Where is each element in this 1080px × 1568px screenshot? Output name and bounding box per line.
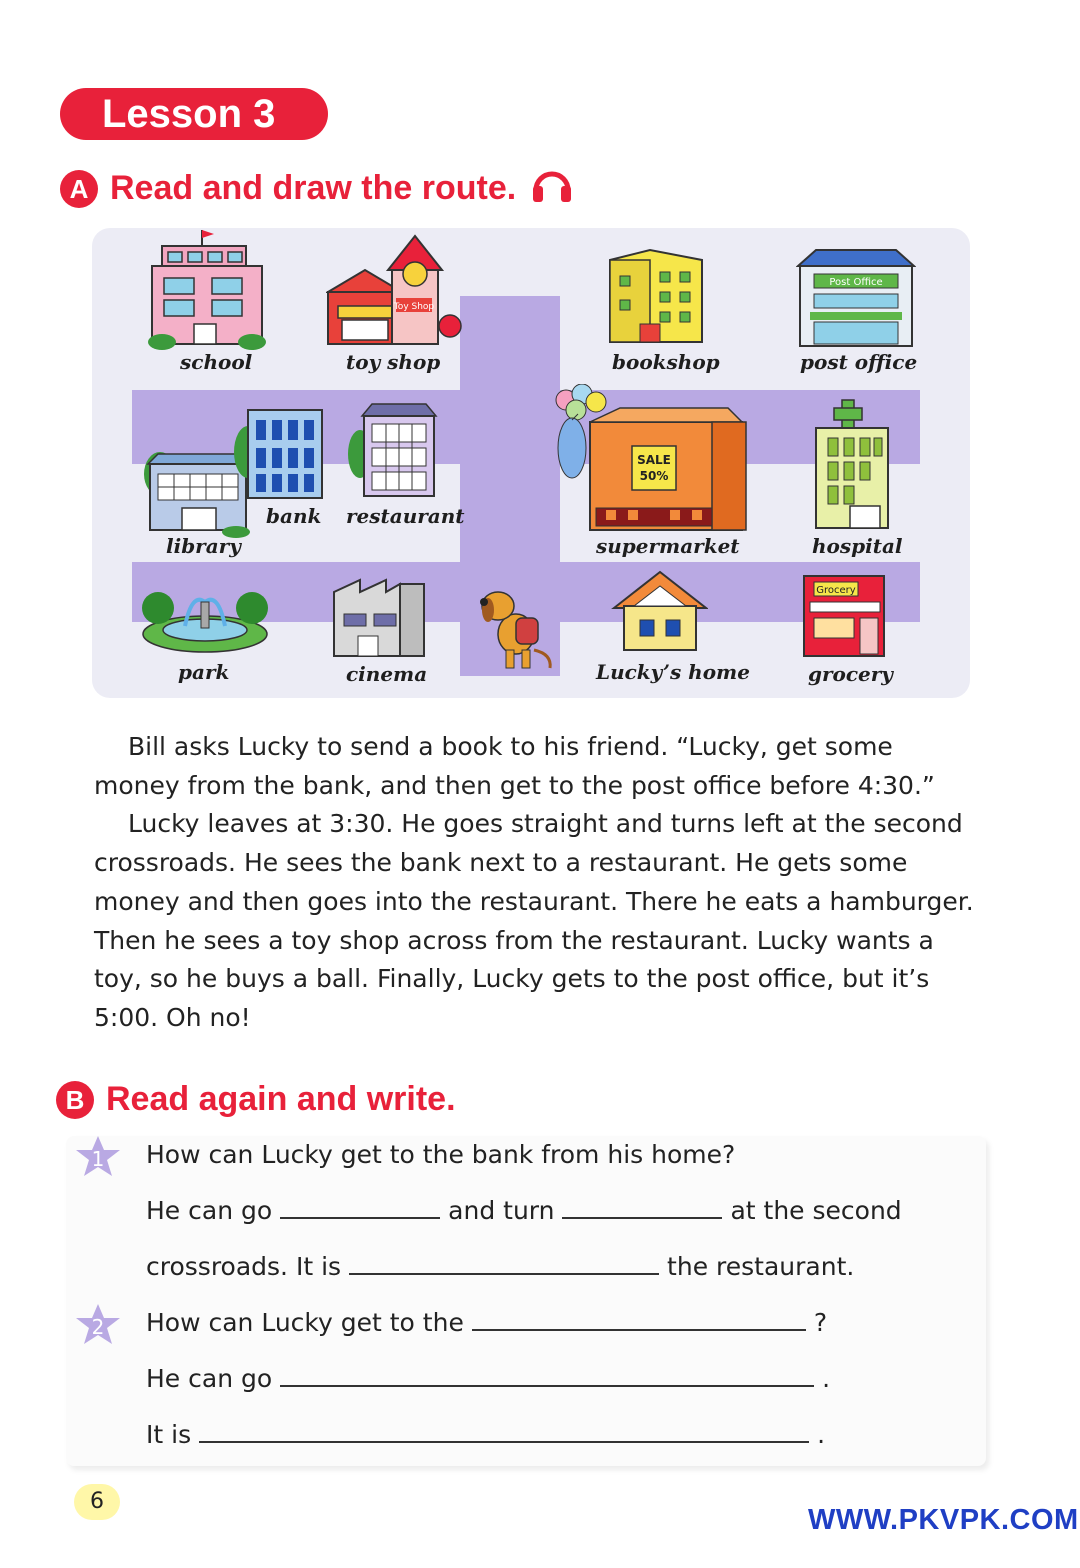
supermarket-icon <box>548 384 754 532</box>
story-paragraph-1: Bill asks Lucky to send a book to his friend. “Lucky, get some money from the bank, and then get to the post office before 4:30.” <box>94 732 935 800</box>
label-hospital: hospital <box>812 534 903 558</box>
label-library: library <box>166 534 241 558</box>
luckys-home-icon <box>610 568 708 654</box>
q2-question-end: ? <box>813 1308 828 1337</box>
questions-panel <box>66 1136 986 1466</box>
section-b-badge: B <box>56 1081 94 1119</box>
q2-line2-end: . <box>817 1420 826 1449</box>
school-icon <box>148 228 268 350</box>
q2-blank-route[interactable] <box>280 1384 814 1387</box>
sale-percent: 50% <box>639 469 669 483</box>
question-1-line-1 <box>146 1196 902 1225</box>
grocery-sign: Grocery <box>816 585 856 596</box>
page-number: 6 <box>74 1484 120 1520</box>
question-1-star-icon <box>74 1134 122 1182</box>
label-supermarket: supermarket <box>596 534 740 558</box>
cinema-icon <box>330 578 428 658</box>
question-2-number: 2 <box>91 1315 105 1339</box>
section-b-heading <box>56 1080 456 1119</box>
label-luckys-home: Lucky’s home <box>596 660 750 684</box>
q2-line1-part-a: He can go <box>146 1364 273 1393</box>
town-map <box>92 228 970 698</box>
question-1-number: 1 <box>91 1147 105 1171</box>
q1-line1-part-b: and turn <box>448 1196 555 1225</box>
question-1-text: How can Lucky get to the bank from his home? <box>146 1140 736 1169</box>
q1-line2-part-b: the restaurant. <box>667 1252 855 1281</box>
q1-line1-part-c: at the second <box>730 1196 902 1225</box>
q2-question-part-a: How can Lucky get to the <box>146 1308 464 1337</box>
label-bookshop: bookshop <box>612 350 720 374</box>
question-2-text <box>146 1308 827 1337</box>
q1-line2-part-a: crossroads. It is <box>146 1252 342 1281</box>
section-b-title: Read again and write. <box>106 1080 456 1118</box>
story-paragraph-2: Lucky leaves at 3:30. He goes straight and turns left at the second crossroads. He sees the bank next to a restaurant. He gets some money and then goes into the restaurant. There he eats a hamburger. Then he sees a toy shop across from the restaurant. Lucky wants a toy, so he buys a ball. Finally, Lucky gets to the post office, but it’s 5:00. Oh no! <box>94 809 974 1032</box>
bank-icon <box>234 406 326 502</box>
question-2-star-icon <box>74 1302 122 1350</box>
question-2-line-2 <box>146 1420 825 1449</box>
grocery-icon <box>800 572 890 658</box>
label-school: school <box>180 350 253 374</box>
question-2-line-1 <box>146 1364 830 1393</box>
toy-shop-sign: Toy Shop <box>393 302 435 312</box>
story-text <box>94 728 984 1038</box>
q1-blank-position[interactable] <box>349 1272 659 1275</box>
lesson-title: Lesson 3 <box>60 88 328 140</box>
label-restaurant: restaurant <box>346 504 465 528</box>
q2-line2-part-a: It is <box>146 1420 192 1449</box>
q1-line1-part-a: He can go <box>146 1196 273 1225</box>
post-office-sign: Post Office <box>829 277 883 288</box>
label-park: park <box>178 660 230 684</box>
label-cinema: cinema <box>346 662 428 686</box>
label-grocery: grocery <box>808 662 893 686</box>
label-post-office: post office <box>800 350 918 374</box>
section-a-title: Read and draw the route. <box>110 169 517 207</box>
label-bank: bank <box>266 504 322 528</box>
toy-shop-icon <box>326 234 468 348</box>
label-toy-shop: toy shop <box>346 350 441 374</box>
hospital-icon <box>812 398 892 532</box>
headphones-icon[interactable] <box>530 164 574 213</box>
question-1-line-2 <box>146 1252 854 1281</box>
q1-blank-turn[interactable] <box>562 1216 722 1219</box>
sale-sign: SALE <box>637 453 671 467</box>
q2-line1-end: . <box>822 1364 831 1393</box>
section-a-badge: A <box>60 170 98 208</box>
restaurant-icon <box>346 402 438 500</box>
bookshop-icon <box>602 246 712 346</box>
q1-blank-direction[interactable] <box>280 1216 440 1219</box>
q2-blank-position[interactable] <box>199 1440 809 1443</box>
lucky-dog-icon <box>468 584 558 674</box>
post-office-icon <box>796 248 916 348</box>
q2-blank-place[interactable] <box>472 1328 806 1331</box>
park-icon <box>140 582 270 654</box>
section-a-heading <box>60 164 574 213</box>
watermark: WWW.PKVPK.COM <box>808 1504 1079 1536</box>
